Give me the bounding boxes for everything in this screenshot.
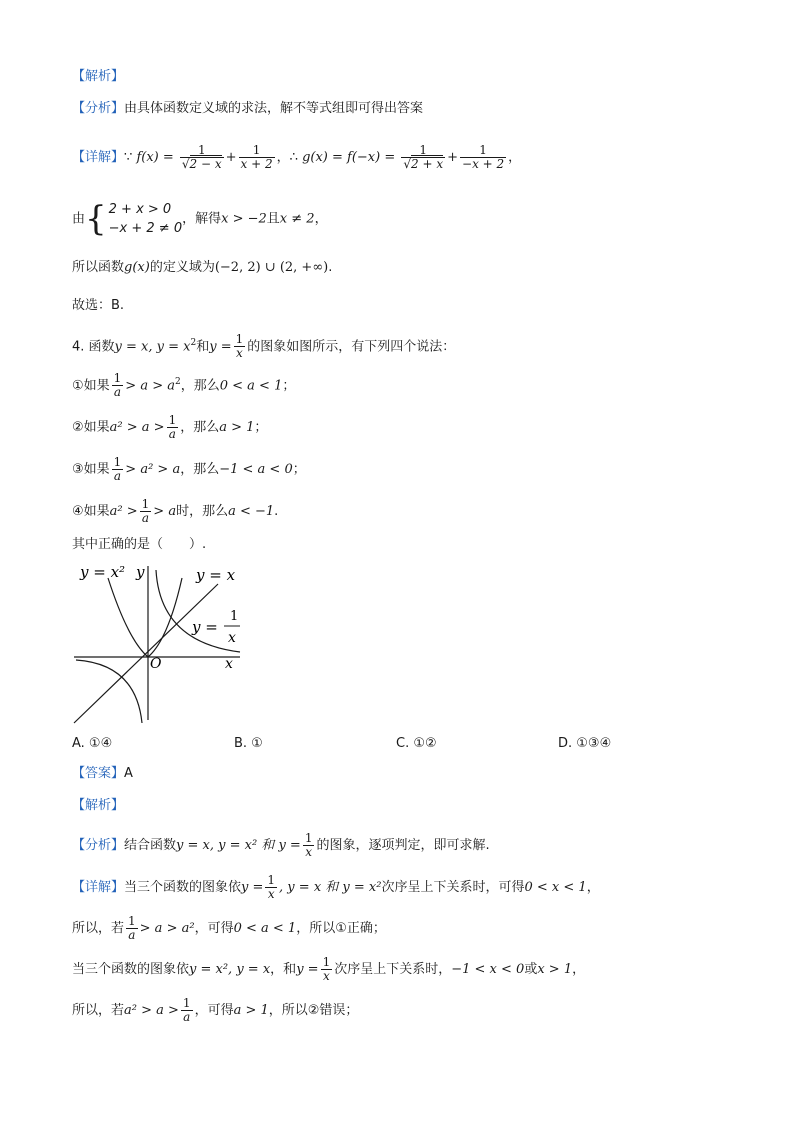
- statement-1: ①如果 $\frac{1}{a}$ > $a > a^2$，那么0 < a < 1；: [72, 371, 296, 400]
- label-y-eq: y =: [192, 618, 218, 636]
- g-term1: $\frac{1}{√2 + x}$: [403, 143, 444, 171]
- statement-4: ④如果a² > $\frac{1}{a}$ > a时，那么a < −1.: [72, 497, 279, 525]
- detail-line-2: 所以，若 $\frac{1}{a}$ > a > a²，可得0 < a < 1，所以①正确；: [72, 914, 386, 942]
- inequality-system: 2 + x > 0 −x + 2 ≠ 0: [108, 202, 183, 236]
- xiangjie-line-1: 【详解】∵ f(x) = $\frac{1}{√2 - x}$ + $\frac{1}{x + 2}$ ，∴ g(x) = f(−x) = $\frac{1}{√2 + x}$ + $\frac{1}{-x + 2}$ ，: [72, 143, 522, 171]
- fenxi-line-2: 【分析】结合函数y = x, y = x² 和 y = $\frac{1}{x}$ 的图象，逐项判定，即可求解.: [72, 831, 490, 859]
- answer-label: 【答案】: [72, 766, 125, 781]
- domain-interval: (−2, 2) ∪ (2, +∞): [214, 260, 329, 275]
- q4-stem: 4. 函数y = x, $y = x^2$和y = $\frac{1}{x}$ 的图象如图所示，有下列四个说法：: [72, 332, 456, 361]
- detail-line-1: 【详解】当三个函数的图象依y = $\frac{1}{x}$ , y = x 和 y = x²次序呈上下关系时，可得0 < x < 1，: [72, 873, 600, 901]
- f-definition: f(x) =: [136, 150, 174, 165]
- option-c[interactable]: C. ①②: [396, 736, 437, 751]
- system-line: 由{ 2 + x > 0 −x + 2 ≠ 0 ，解得x > −2且x ≠ 2，: [72, 199, 328, 239]
- label-y-axis: y: [136, 563, 145, 581]
- answer-line: [72, 764, 133, 784]
- f-term1: $\frac{1}{√2 - x}$: [181, 143, 222, 171]
- g-term2: $\frac{1}{-x + 2}$: [462, 143, 505, 171]
- label-y-eq-x: y = x: [196, 566, 236, 584]
- label-x-axis: x: [225, 656, 233, 672]
- xiangjie-label-1: 【详解】: [72, 150, 125, 165]
- label-inv-den: x: [228, 630, 236, 646]
- xiangjie-label-2: 【详解】: [72, 880, 125, 895]
- option-d[interactable]: D. ①③④: [558, 736, 612, 751]
- correct-question: 其中正确的是（ ）.: [72, 537, 207, 552]
- fenxi-label-1: 【分析】: [72, 101, 125, 116]
- label-origin: O: [150, 656, 162, 672]
- hyperbola-branch-left: [76, 660, 142, 723]
- option-a[interactable]: A. ①④: [72, 736, 113, 751]
- choice-line-1: 故选：B.: [72, 298, 125, 313]
- detail-line-3: 当三个函数的图象依y = x², y = x，和y = $\frac{1}{x}$ 次序呈上下关系时，−1 < x < 0或x > 1，: [72, 955, 586, 983]
- fenxi-line-1: [72, 99, 423, 119]
- function-graph: [70, 560, 260, 730]
- fenxi-label-2: 【分析】: [72, 838, 125, 853]
- because-symbol: ∵: [124, 150, 133, 165]
- system-brace: {: [85, 199, 107, 239]
- line-y-eq-x: [74, 584, 218, 723]
- jiexi-label-1: 【解析】: [72, 69, 125, 84]
- f-term2: $\frac{1}{x + 2}$: [240, 143, 273, 171]
- label-inv-num: 1: [230, 609, 239, 624]
- statement-3: ③如果 $\frac{1}{a}$ > a² > a，那么−1 < a < 0；: [72, 455, 306, 483]
- jiexi-label-2: 【解析】: [72, 798, 125, 813]
- detail-line-4: 所以，若a² > a > $\frac{1}{a}$ ，可得a > 1，所以②错误；: [72, 996, 359, 1024]
- domain-line: 所以函数g(x)的定义域为(−2, 2) ∪ (2, +∞).: [72, 260, 333, 275]
- label-y-x2: y = x²: [80, 563, 126, 581]
- fenxi-text-1: 由具体函数定义域的求法，解不等式组即可得出答案: [124, 101, 424, 116]
- answer-value: A: [124, 766, 133, 781]
- g-definition: g(x) = f(−x) =: [302, 150, 396, 165]
- option-b[interactable]: B. ①: [234, 736, 263, 751]
- statement-2: ②如果a² > a > $\frac{1}{a}$ ，那么a > 1；: [72, 413, 268, 441]
